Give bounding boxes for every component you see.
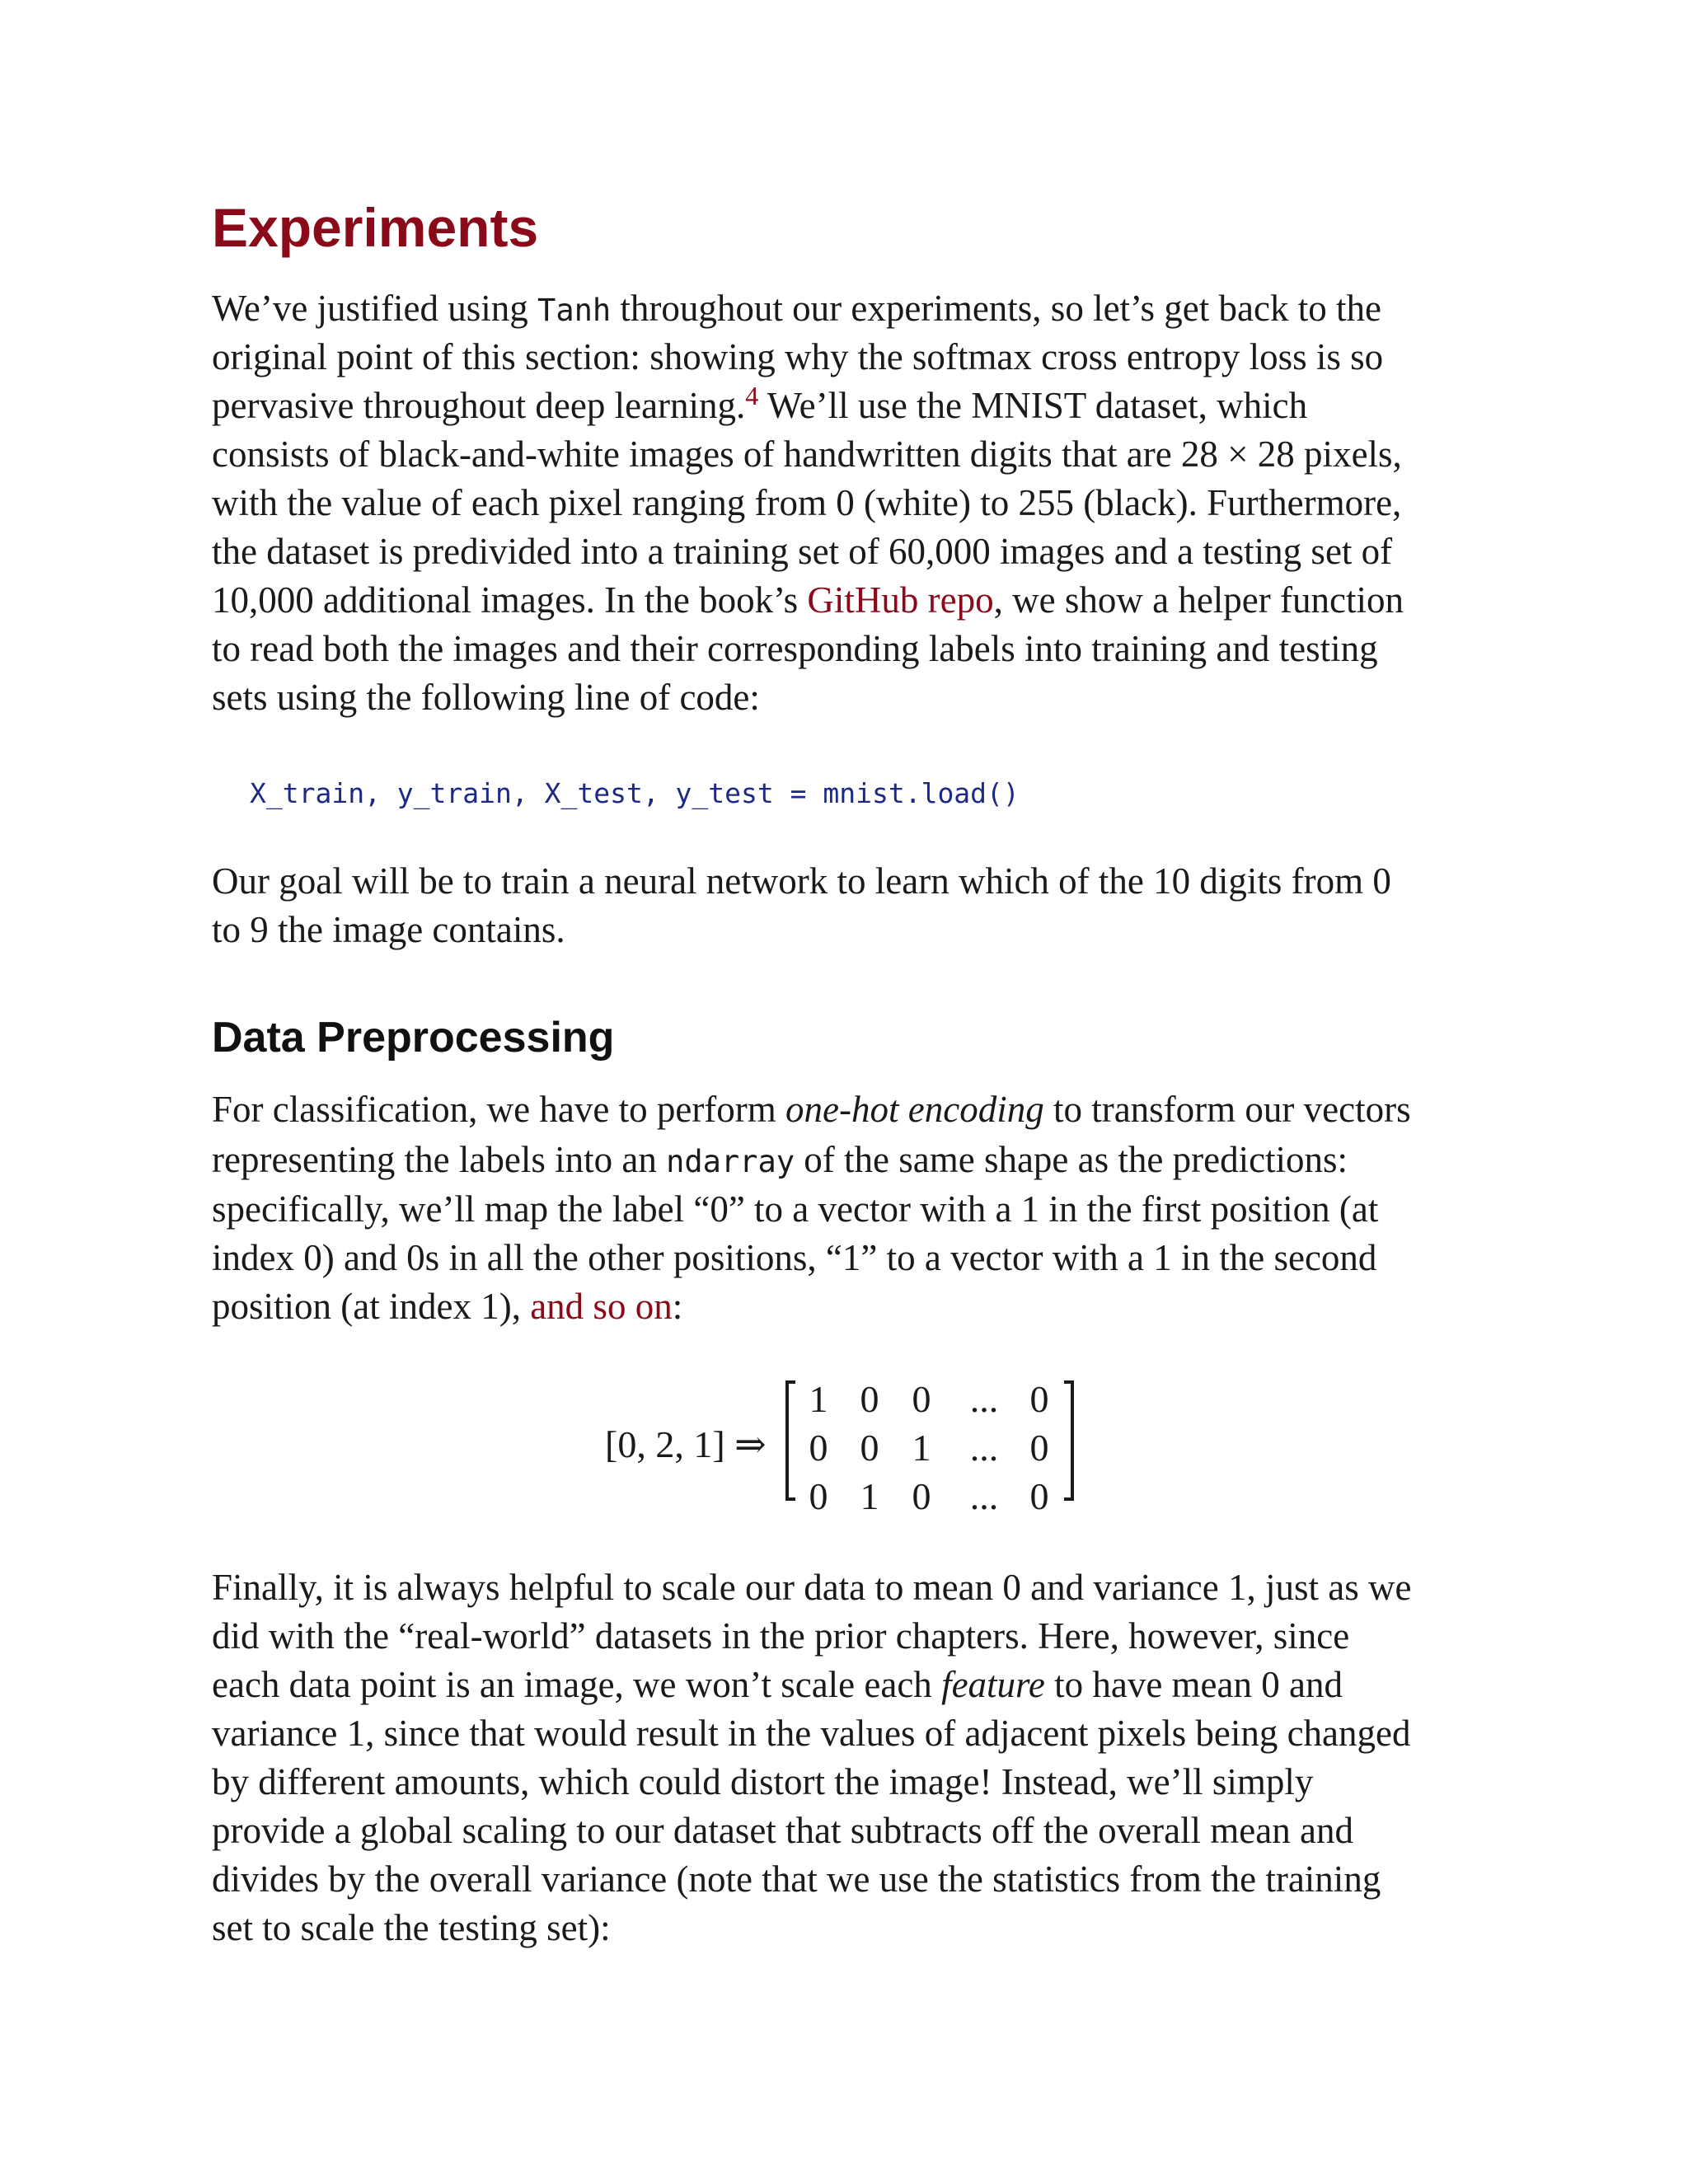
emphasis-feature: feature [941,1664,1045,1705]
and-so-on-link[interactable]: and so on [530,1286,673,1327]
matrix-cell: 0 [809,1475,828,1517]
matrix-row [785,1423,1074,1473]
matrix-row [785,1472,1074,1521]
emphasis-one-hot: one-hot encoding [785,1089,1044,1130]
github-repo-link[interactable]: GitHub repo [807,579,994,621]
matrix-cell: 1 [809,1378,828,1420]
matrix-cell: 0 [1029,1427,1049,1469]
scaling-paragraph: Finally, it is always helpful to scale our data to mean 0 and variance 1, just as we did with the “real-world” datasets in the prior chapters. Here, however, since each data point is an image, we won’t scale each feature to have mean 0 and variance 1, since that would result in the values of adjacent pixels being changed by different amounts, which could distort the image! Instead, we’ll simply provide a global scaling to our dataset that subtracts off the overall mean and divides by the overall variance (note that we use the statistics from the training set to scale the testing set): [212,1567,1412,1948]
preprocessing-paragraph: For classification, we have to perform one-hot encoding to transform our vectors representing the labels into an ndarray of the same shape as the predictions: specifically, we’ll map the label “0” to a vector with a 1 in the first position (at index 0) and 0s in all the other positions, “1” to a vector with a 1 in the second position (at index 1), and so on: [212,1089,1411,1327]
subsection-title: Data Preprocessing [212,1014,615,1062]
matrix-cell: 1 [860,1475,879,1517]
section-title: Experiments [212,197,539,258]
matrix-cell: 0 [912,1475,931,1517]
matrix-cell: 0 [1029,1378,1049,1420]
matrix-cell: 1 [912,1427,931,1469]
matrix-cell: 0 [860,1427,879,1469]
matrix-cell: ... [969,1378,999,1420]
goal-paragraph: Our goal will be to train a neural network to learn which of the 10 digits from 0 to 9 the image contains. [212,860,1391,950]
matrix-cell: ... [969,1427,999,1469]
intro-paragraph: We’ve justified using Tanh throughout our experiments, so let’s get back to the original point of this section: showing why the softmax cross entropy loss is so pervasive throughout deep learning.$^4$ We’ll use the MNIST dataset, which consists of black-and-white images of handwritten digits that are 28 × 28 pixels, with the value of each pixel ranging from 0 (white) to 255 (black). Furthermore, the dataset is predivided into a training set of 60,000 images and a testing set of 10,000 additional images. In the book’s GitHub repo, we show a helper function to read both the images and their corresponding labels into training and testing sets using the following line of code: [212,288,1404,718]
one-hot-matrix [785,1364,1074,1521]
matrix-cell: ... [969,1475,999,1517]
matrix-cell: 0 [809,1427,828,1469]
code-block: X_train, y_train, X_test, y_test = mnist.load() [250,777,1020,809]
inline-code-ndarray: ndarray [666,1144,795,1179]
one-hot-equation [212,1364,1481,1529]
matrix-cell: 0 [912,1378,931,1420]
equation-lhs: [0, 2, 1] ⇒ [605,1423,767,1465]
inline-code-tanh: Tanh [537,293,612,328]
matrix-cell: 0 [1029,1475,1049,1517]
matrix-row [785,1375,1074,1424]
footnote-link[interactable]: 4 [745,381,759,410]
matrix-cell: 0 [860,1378,879,1420]
